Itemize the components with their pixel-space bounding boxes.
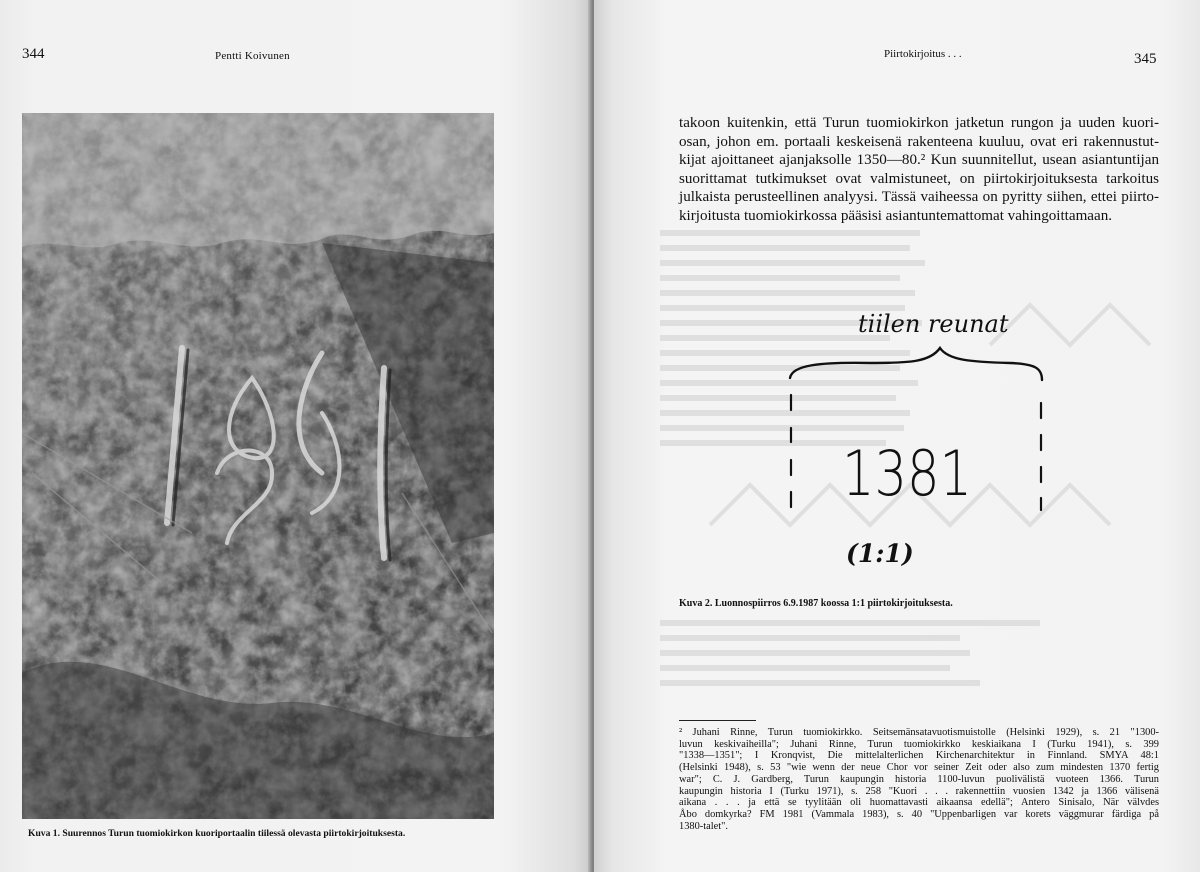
footnote-line: war"; C. J. Gardberg, Turun kaupungin historia 1100-luvun puolivälistä vuoteen 1366. Turun: [679, 773, 1159, 785]
page-number-right: 345: [1134, 51, 1157, 67]
brace-mark: [790, 348, 1042, 380]
footnote: [679, 727, 1159, 832]
body-line: julkaista perusteellinen analyysi. Tässä vaiheessa on pyritty siihen, ettei piirto-: [679, 189, 1159, 205]
figure-1-caption: Kuva 1. Suurennos Turun tuomiokirkon kuoriportaalin tiilessä olevasta piirtokirjoituksesta.: [28, 828, 406, 839]
body-line: takoon kuitenkin, että Turun tuomiokirkon jatketun rungon ja uuden kuori-: [679, 115, 1159, 131]
body-line: osan, johon em. portaali keskeisenä rakenteena kuuluu, ovat eri rakennustut-: [679, 133, 1159, 150]
inscription-sketch: [780, 300, 1050, 575]
body-paragraph: [679, 114, 1159, 225]
running-head-left: Pentti Koivunen: [215, 50, 290, 62]
footnote-line: (Helsinki 1948), s. 53 "wie wenn der neue Chor vor seiner Zeit oder also zum mindesten 1370 fertig: [679, 762, 1159, 774]
sketch-scale: (1:1): [846, 539, 914, 568]
footnote-line: kaupungin historia I (Turku 1971), s. 258 "Kuori . . . rakennettiin vuosien 1342 ja 1366 välisenä: [679, 785, 1159, 797]
figure-2-caption: Kuva 2. Luonnospiirros 6.9.1987 koossa 1:1 piirtokirjoituksesta.: [679, 598, 953, 609]
body-line: suorittamat tutkimukset ovat valmistuneet, on piirtokirjoituksesta tarkoitus: [679, 170, 1159, 187]
footnote-line: aikana . . . ja että se tyylitään oli huomattavasti aikaansa edellä"; Antero Sinisalo, När välvdes: [679, 797, 1159, 809]
brick-surface-image: [22, 113, 494, 819]
body-line: kirjoitusta tuomiokirkossa pääsisi asiantuntemattomat vahingoittamaan.: [679, 207, 1113, 224]
footnote-rule: [679, 720, 756, 721]
inscription-photo: [22, 113, 494, 819]
running-head-right: Piirtokirjoitus . . .: [884, 48, 962, 60]
footnote-line: luvun keskivaiheilla"; Juhani Rinne, Turun tuomiokirkko keskiaikana I (Turku 1941), s. 399: [679, 738, 1159, 750]
sketch-top-label: tiilen reunat: [858, 310, 1009, 338]
footnote-line: 1380-talet".: [679, 820, 728, 832]
footnote-line: ² Juhani Rinne, Turun tuomiokirkko. Seitsemänsatavuotismuistolle (Helsinki 1929), s. 21 "1300-: [679, 727, 1159, 738]
sketch-numeral: 1381: [842, 437, 972, 510]
footnote-line: "1338—1351"; I Kronqvist, Die mittelalterlichen Kirchenarchitektur in Finnland. SMYA 48:1: [679, 750, 1159, 762]
sketch-drawing: [780, 300, 1050, 575]
footnote-line: Åbo domkyrka? FM 1981 (Vammala 1983), s. 40 "Uppenbarligen var korets väggmurar färdiga på: [679, 808, 1159, 820]
body-line: kijat ajoittaneet ajanjaksolle 1350—80.² Kun suunnitellut, usean asiantuntijan: [679, 152, 1159, 168]
left-page: [0, 0, 592, 872]
page-number-left: 344: [22, 46, 45, 62]
